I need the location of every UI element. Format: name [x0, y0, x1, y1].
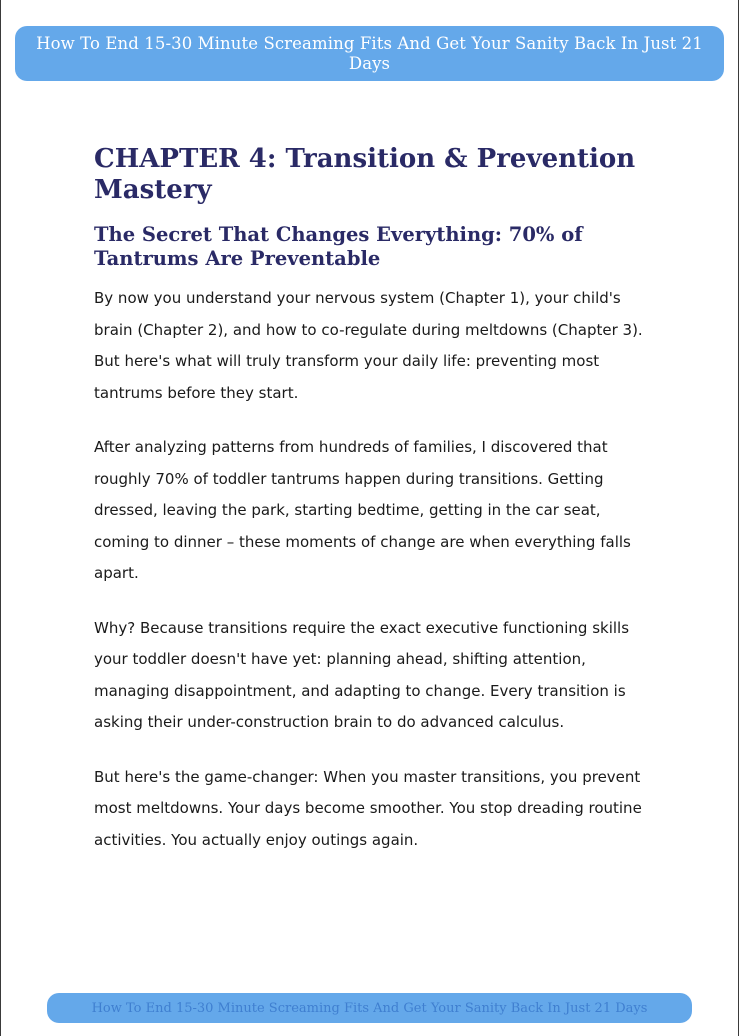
chapter-content: [94, 144, 654, 856]
section-title: The Secret That Changes Everything: 70% of Tantrums Are Preventable: [94, 223, 583, 270]
paragraph: Why? Because transitions require the exact executive functioning skills your toddler doesn't have yet: planning ahead, shifting attention, managing disappointment, and adapting to change. Every transition is asking their under-construction brain to do advanced calculus.: [94, 618, 630, 731]
paragraph: But here's the game-changer: When you master transitions, you prevent most meltdowns. Your days become smoother. You stop dreading routine activities. You actually enjoy outings again.: [94, 767, 642, 849]
paragraph: After analyzing patterns from hundreds of families, I discovered that roughly 70% of toddler tantrums happen during transitions. Getting dressed, leaving the park, starting bedtime, getting in the car seat, coming to dinner – these moments of change are when everything falls apart.: [94, 438, 631, 582]
header-banner: [15, 26, 724, 81]
footer-banner: [47, 993, 692, 1023]
footer-title: How To End 15-30 Minute Screaming Fits And Get Your Sanity Back In Just 21 Days: [91, 1000, 648, 1016]
chapter-title: CHAPTER 4: Transition & Prevention Mastery: [94, 144, 636, 205]
header-title: How To End 15-30 Minute Screaming Fits And Get Your Sanity Back In Just 21 Days: [36, 33, 703, 73]
paragraph: By now you understand your nervous system (Chapter 1), your child's brain (Chapter 2), and how to co-regulate during meltdowns (Chapter 3). But here's what will truly transform your daily life: preventing most tantrums before they start.: [94, 289, 643, 402]
